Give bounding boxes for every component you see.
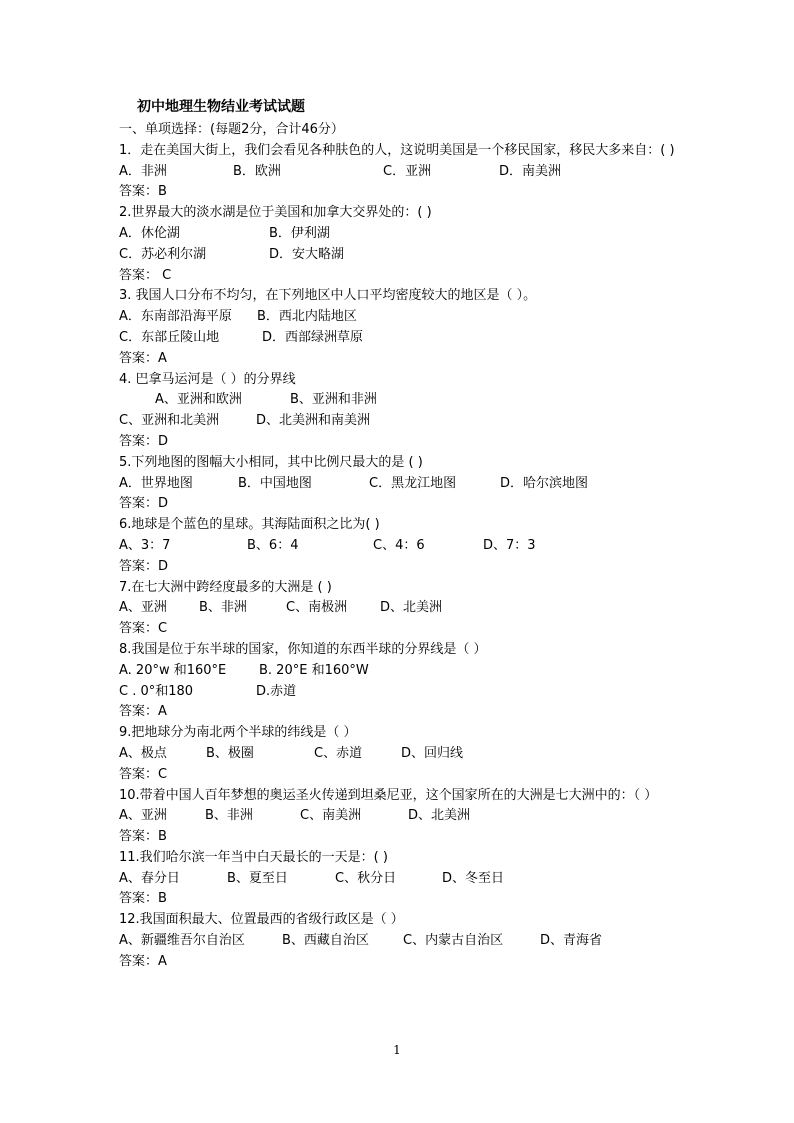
question-5-option-b: B．中国地图 — [238, 475, 312, 491]
question-11-option-a: A、春分日 — [119, 870, 180, 886]
question-3-option-c: C．东部丘陵山地 — [119, 329, 220, 345]
question-5-option-c: C．黑龙江地图 — [369, 475, 457, 491]
question-2-answer: 答案： C — [119, 267, 172, 283]
section-heading: 一、单项选择：(每题2分，合计46分） — [119, 122, 344, 137]
question-5-stem: 5.下列地图的图幅大小相同，其中比例尺最大的是 ( ) — [119, 454, 423, 470]
question-11-option-c: C、秋分日 — [335, 870, 397, 886]
question-2-option-c: C．苏必利尔湖 — [119, 246, 207, 262]
question-12-option-d: D、青海省 — [540, 933, 603, 949]
question-2-options-row-2 — [119, 245, 694, 266]
question-11-option-d: D、冬至日 — [442, 870, 505, 886]
question-12-option-b: B、西藏自治区 — [282, 933, 369, 949]
question-10-options — [119, 806, 694, 827]
question-6-answer: 答案：D — [119, 558, 169, 574]
question-10-option-a: A、亚洲 — [119, 808, 167, 824]
question-4-stem: 4. 巴拿马运河是（ ）的分界线 — [119, 371, 296, 387]
question-2-stem: 2.世界最大的淡水湖是位于美国和加拿大交界处的：( ) — [119, 205, 432, 221]
question-11-stem: 11.我们哈尔滨一年当中白天最长的一天是：( ) — [119, 849, 388, 865]
question-7-option-c: C、南极洲 — [286, 600, 348, 616]
question-12-option-a: A、新疆维吾尔自治区 — [119, 933, 245, 949]
question-12-answer: 答案：A — [119, 953, 167, 969]
question-1-option-a: A．非洲 — [119, 163, 167, 179]
question-9-option-d: D、回归线 — [401, 745, 464, 761]
question-9-option-c: C、赤道 — [314, 745, 363, 761]
question-3-options-row-1 — [119, 307, 694, 328]
question-2-option-b: B．伊利湖 — [269, 225, 330, 241]
question-12-stem: 12.我国面积最大、位置最西的省级行政区是（ ） — [119, 912, 404, 928]
question-6-option-a: A、3：7 — [119, 537, 171, 553]
question-4-option-c: C、亚洲和北美洲 — [119, 413, 220, 429]
page-number: 1 — [393, 1043, 401, 1057]
question-7-option-b: B、非洲 — [199, 600, 247, 616]
question-10-stem: 10.带着中国人百年梦想的奥运圣火传递到坦桑尼亚，这个国家所在的大洲是七大洲中的：（ ） — [119, 787, 658, 803]
question-12-options — [119, 931, 694, 952]
question-11-option-b: B、夏至日 — [227, 870, 288, 886]
question-5-options — [119, 474, 694, 495]
question-9-stem: 9.把地球分为南北两个半球的纬线是（ ） — [119, 725, 357, 741]
question-5-option-a: A．世界地图 — [119, 475, 193, 491]
question-9-answer: 答案：C — [119, 766, 168, 782]
question-10-option-c: C、南美洲 — [300, 808, 362, 824]
question-3-option-b: B．西北内陆地区 — [257, 309, 357, 325]
question-8-option-b: B. 20°E 和160°W — [259, 662, 369, 678]
question-12-option-c: C、内蒙古自治区 — [403, 933, 504, 949]
question-4-option-d: D、北美洲和南美洲 — [256, 413, 371, 429]
question-7-option-a: A、亚洲 — [119, 600, 167, 616]
question-1-stem: 1．走在美国大街上，我们会看见各种肤色的人，这说明美国是一个移民国家，移民大多来自：( ) — [119, 142, 675, 158]
question-6-option-d: D、7：3 — [483, 537, 536, 553]
question-7-answer: 答案：C — [119, 621, 168, 637]
question-6-options — [119, 536, 694, 557]
question-1-option-b: B．欧洲 — [233, 163, 281, 179]
question-6-option-b: B、6：4 — [247, 537, 299, 553]
question-3-option-a: A．东南部沿海平原 — [119, 309, 232, 325]
question-1-option-d: D．南美洲 — [499, 163, 562, 179]
question-7-options — [119, 598, 694, 619]
question-9-option-a: A、极点 — [119, 745, 167, 761]
question-3-stem: 3. 我国人口分布不均匀，在下列地区中人口平均密度较大的地区是（ ）。 — [119, 288, 537, 304]
question-2-option-a: A．休伦湖 — [119, 225, 180, 241]
question-8-option-c: C . 0°和180 — [119, 683, 194, 699]
question-4-option-b: B、亚洲和非洲 — [290, 392, 377, 408]
question-5-option-d: D．哈尔滨地图 — [500, 475, 589, 491]
question-9-option-b: B、极圈 — [206, 745, 254, 761]
question-6-stem: 6.地球是个蓝色的星球。其海陆面积之比为( ) — [119, 517, 380, 533]
question-8-options-row-2 — [119, 682, 694, 703]
question-9-options — [119, 744, 694, 765]
question-5-answer: 答案：D — [119, 496, 169, 512]
question-7-option-d: D、北美洲 — [380, 600, 443, 616]
question-11-options — [119, 869, 694, 890]
question-7-stem: 7.在七大洲中跨经度最多的大洲是 ( ) — [119, 579, 332, 595]
document-title: 初中地理生物结业考试试题 — [137, 99, 305, 115]
question-6-option-c: C、4：6 — [373, 537, 425, 553]
question-4-options-row-2 — [119, 411, 694, 432]
question-8-stem: 8.我国是位于东半球的国家，你知道的东西半球的分界线是（ ） — [119, 641, 487, 657]
question-8-option-d: D.赤道 — [256, 683, 297, 699]
question-1-options — [119, 162, 694, 183]
question-8-answer: 答案：A — [119, 704, 167, 720]
question-3-answer: 答案：A — [119, 350, 167, 366]
question-4-answer: 答案：D — [119, 433, 169, 449]
question-10-answer: 答案：B — [119, 829, 167, 845]
question-3-option-d: D．西部绿洲草原 — [262, 329, 364, 345]
question-list — [119, 120, 694, 973]
question-2-option-d: D．安大略湖 — [269, 246, 345, 262]
question-2-options-row-1 — [119, 224, 694, 245]
question-8-option-a: A. 20°w 和160°E — [119, 662, 227, 678]
question-4-options-row-1 — [119, 390, 694, 411]
question-11-answer: 答案：B — [119, 891, 167, 907]
question-4-option-a: A、亚洲和欧洲 — [155, 392, 242, 408]
question-1-answer: 答案：B — [119, 184, 167, 200]
question-10-option-b: B、非洲 — [205, 808, 253, 824]
question-3-options-row-2 — [119, 328, 694, 349]
question-10-option-d: D、北美洲 — [408, 808, 471, 824]
question-8-options-row-1 — [119, 661, 694, 682]
question-1-option-c: C．亚洲 — [383, 163, 432, 179]
